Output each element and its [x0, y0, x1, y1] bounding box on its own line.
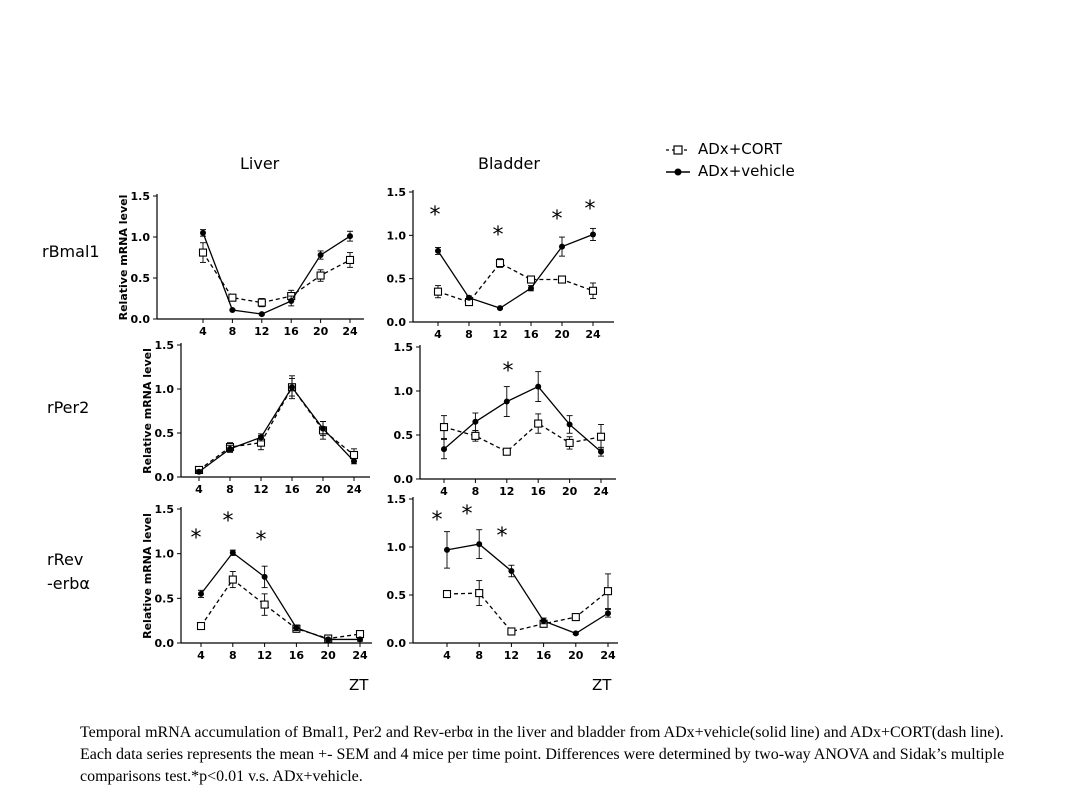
y-tick-label: 0.5: [154, 592, 174, 606]
panel-rbmal1-bladder: [387, 186, 615, 341]
x-tick-label: 4: [197, 649, 205, 662]
figure-caption: Temporal mRNA accumulation of Bmal1, Per2 and Rev-erbα in the liver and bladder from ADx+vehicle(solid line) and ADx+CORT(dash line). Each data series represents the mean +- SEM and 4 mice per time point. Differences were determined by two-way ANOVA and Sidak’s multiple comparisons test.*p<0.01 v.s. ADx+vehicle.: [80, 724, 1005, 785]
x-tick-label: 4: [199, 325, 207, 338]
y-tick-label: 1.0: [130, 231, 150, 244]
y-tick-label: 1.5: [154, 503, 174, 516]
x-tick-label: 8: [228, 325, 237, 338]
data-point-cort: [566, 439, 573, 446]
data-point-vehicle: [227, 446, 233, 452]
x-tick-label: 8: [471, 485, 480, 498]
y-tick-label: 0.0: [386, 316, 406, 329]
data-point-vehicle: [472, 419, 478, 425]
data-point-vehicle: [559, 244, 565, 250]
data-point-cort: [508, 628, 515, 635]
data-point-vehicle: [259, 311, 265, 317]
data-point-vehicle: [466, 295, 472, 301]
row-label-rbmal1: rBmal1: [42, 242, 100, 261]
significance-asterisk: *: [190, 526, 202, 551]
data-point-cort: [472, 432, 479, 439]
y-tick-label: 1.5: [154, 339, 174, 352]
series-line-cort: [199, 387, 354, 470]
x-tick-label: 16: [535, 649, 552, 662]
x-tick-label: 16: [530, 485, 546, 498]
legend-label-cort: ADx+CORT: [698, 140, 783, 158]
x-tick-label: 4: [195, 483, 203, 496]
data-point-vehicle: [196, 469, 202, 475]
panel-rper2-liver: [141, 339, 370, 496]
data-point-vehicle: [318, 252, 324, 258]
significance-asterisk: *: [502, 359, 514, 384]
data-point-cort: [351, 452, 358, 459]
significance-asterisk: *: [222, 509, 234, 534]
x-tick-label: 24: [593, 485, 609, 498]
data-point-cort: [347, 256, 354, 263]
y-tick-label: 0.5: [393, 429, 413, 442]
data-point-vehicle: [351, 458, 357, 464]
data-point-vehicle: [229, 307, 235, 313]
significance-asterisk: *: [551, 207, 563, 232]
y-tick-label: 0.5: [386, 589, 406, 602]
data-point-vehicle: [262, 574, 268, 580]
column-title-bladder: Bladder: [478, 154, 540, 173]
data-point-cort: [229, 576, 236, 583]
data-point-vehicle: [441, 446, 447, 452]
data-point-cort: [503, 448, 510, 455]
data-point-vehicle: [541, 618, 547, 624]
y-tick-label: 1.5: [386, 186, 406, 199]
data-point-vehicle: [590, 231, 596, 237]
significance-asterisk: *: [492, 223, 504, 248]
y-axis-label: Relative mRNA level: [117, 194, 130, 321]
data-point-cort: [261, 601, 268, 608]
data-point-vehicle: [258, 434, 264, 440]
data-point-vehicle: [200, 230, 206, 236]
y-tick-label: 0.5: [130, 272, 150, 285]
x-tick-label: 8: [475, 649, 484, 662]
y-tick-label: 0.0: [386, 637, 406, 650]
legend-label-vehicle: ADx+vehicle: [698, 162, 795, 180]
row-label-rreverba: rRev -erbα: [47, 550, 90, 593]
data-point-cort: [497, 260, 504, 267]
series-line-vehicle: [199, 387, 354, 471]
data-point-cort: [590, 287, 597, 294]
significance-asterisk: *: [496, 524, 508, 549]
x-tick-label: 4: [443, 649, 451, 662]
x-tick-label: 16: [283, 325, 299, 338]
data-point-cort: [476, 590, 483, 597]
significance-asterisk: *: [431, 508, 443, 533]
panel-rrev-erb--bladder: [387, 493, 619, 662]
data-point-cort: [435, 288, 442, 295]
x-axis-label-liver: ZT: [349, 676, 369, 694]
significance-asterisk: *: [255, 528, 267, 553]
data-point-cort: [559, 276, 566, 283]
legend-dashed-square-marker: [664, 143, 694, 157]
data-point-vehicle: [598, 449, 604, 455]
significance-asterisk: *: [461, 502, 473, 527]
series-line-cort: [447, 591, 608, 631]
panel-rbmal1-liver: [117, 190, 364, 338]
x-tick-label: 20: [312, 325, 329, 338]
legend-solid-circle-marker: [664, 165, 694, 179]
data-point-vehicle: [504, 399, 510, 405]
x-tick-label: 12: [503, 649, 520, 662]
data-point-vehicle: [357, 636, 363, 642]
panel-rper2-bladder: [394, 341, 617, 498]
y-tick-label: 0.0: [154, 637, 174, 650]
y-tick-label: 1.0: [154, 383, 174, 396]
y-tick-label: 0.5: [386, 272, 406, 286]
x-tick-label: 24: [600, 649, 616, 662]
x-tick-label: 24: [585, 328, 601, 341]
y-tick-label: 1.5: [386, 493, 406, 506]
series-line-vehicle: [201, 553, 360, 640]
x-tick-label: 8: [228, 649, 237, 662]
series-line-cort: [438, 263, 593, 302]
x-tick-label: 24: [342, 325, 358, 338]
x-tick-label: 16: [284, 483, 300, 496]
data-point-cort: [572, 614, 579, 621]
data-point-cort: [200, 249, 207, 256]
x-tick-label: 12: [254, 325, 270, 338]
y-tick-label: 0.0: [393, 473, 413, 486]
data-point-cort: [528, 276, 535, 283]
x-tick-label: 12: [253, 483, 269, 496]
data-point-vehicle: [230, 550, 236, 556]
y-tick-label: 1.5: [393, 341, 413, 354]
x-tick-label: 8: [226, 483, 234, 496]
y-axis-label: Relative mRNA level: [141, 348, 154, 474]
data-point-cort: [598, 433, 605, 440]
y-axis-label: Relative mRNA level: [141, 513, 154, 639]
y-tick-label: 0.0: [130, 313, 150, 326]
x-tick-label: 20: [568, 649, 584, 662]
x-tick-label: 20: [320, 649, 336, 662]
data-point-vehicle: [320, 426, 326, 432]
x-tick-label: 4: [440, 485, 448, 498]
data-point-cort: [535, 420, 542, 427]
y-tick-label: 0.0: [154, 471, 174, 484]
x-tick-label: 24: [352, 649, 368, 662]
x-axis-label-bladder: ZT: [592, 676, 612, 694]
data-point-vehicle: [535, 384, 541, 390]
significance-asterisk: *: [429, 203, 441, 228]
x-tick-label: 12: [492, 328, 508, 341]
y-tick-label: 1.0: [393, 385, 413, 398]
y-tick-label: 0.5: [154, 427, 174, 440]
x-tick-label: 12: [499, 485, 515, 498]
data-point-vehicle: [288, 298, 294, 304]
x-tick-label: 8: [465, 328, 473, 341]
data-point-cort: [444, 591, 451, 598]
series-line-cort: [203, 253, 350, 303]
series-line-vehicle: [203, 233, 350, 314]
y-tick-label: 1.0: [154, 547, 174, 561]
x-tick-label: 16: [523, 328, 539, 341]
data-point-cort: [258, 299, 265, 306]
x-tick-label: 20: [554, 328, 570, 341]
data-point-vehicle: [435, 248, 441, 254]
data-point-vehicle: [347, 233, 353, 239]
series-line-cort: [201, 580, 360, 639]
x-tick-label: 20: [315, 483, 331, 496]
data-point-vehicle: [289, 384, 295, 390]
x-tick-label: 4: [434, 328, 442, 341]
data-point-vehicle: [528, 285, 534, 291]
x-tick-label: 20: [561, 485, 578, 498]
data-point-vehicle: [293, 625, 299, 631]
data-point-cort: [441, 424, 448, 431]
x-tick-label: 24: [346, 483, 362, 496]
data-point-vehicle: [573, 630, 579, 636]
row-label-rper2: rPer2: [47, 398, 90, 417]
x-tick-label: 16: [288, 649, 305, 662]
data-point-vehicle: [198, 591, 204, 597]
significance-asterisk: *: [584, 197, 596, 222]
panel-rrev-erb--liver: [141, 503, 372, 662]
data-point-vehicle: [605, 610, 611, 616]
data-point-vehicle: [508, 568, 514, 574]
y-tick-label: 1.0: [386, 541, 406, 554]
column-title-liver: Liver: [240, 154, 280, 173]
data-point-vehicle: [497, 305, 503, 311]
data-point-cort: [229, 294, 236, 301]
data-point-vehicle: [476, 541, 482, 547]
y-tick-label: 1.5: [130, 190, 150, 203]
y-tick-label: 1.0: [386, 229, 406, 243]
data-point-vehicle: [444, 547, 450, 553]
data-point-vehicle: [325, 636, 331, 642]
data-point-vehicle: [567, 421, 573, 427]
x-tick-label: 12: [256, 649, 273, 662]
data-point-cort: [317, 272, 324, 279]
data-point-cort: [605, 588, 612, 595]
data-point-cort: [198, 623, 205, 630]
series-line-vehicle: [447, 544, 608, 633]
